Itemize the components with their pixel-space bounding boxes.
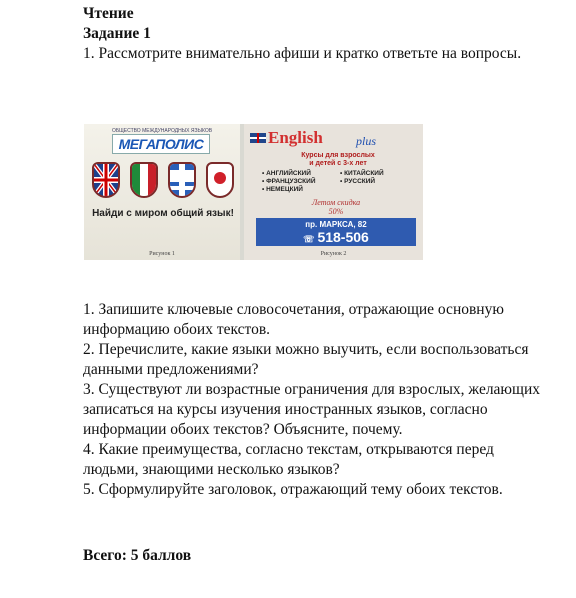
poster-english-plus [244, 124, 423, 260]
poster2-contact-box [256, 218, 416, 246]
uk-flag-icon [250, 133, 266, 143]
question-item: 3. Существуют ли возрастные ограничения для взрослых, желающих записаться на курсы изучения иностранных языков, согласно информации обоих текстов? Объясните, почему. [83, 381, 540, 438]
poster2-address: пр. МАРКСА, 82 [305, 220, 367, 229]
posters-image [84, 124, 423, 260]
promo-text: Летом скидка [311, 198, 361, 207]
language-item: • НЕМЕЦКИЙ [262, 186, 303, 193]
question-list [83, 300, 553, 500]
tongues-graphic [90, 162, 236, 202]
poster2-subtitle [258, 152, 418, 168]
language-item: • РУССКИЙ [340, 178, 376, 185]
poster1-top-text: ОБЩЕСТВО МЕЖДУНАРОДНЫХ ЯЗЫКОВ [111, 128, 213, 134]
poster-megapolis [84, 124, 240, 260]
poster1-caption: Рисунок 1 [149, 251, 175, 257]
poster2-title: English [268, 128, 323, 147]
language-item: • ФРАНЦУЗСКИЙ [262, 178, 316, 185]
megapolis-logo-text: МЕГАПОЛИС [118, 136, 204, 152]
language-item: • КИТАЙСКИЙ [340, 170, 384, 177]
greece-flag-icon [168, 162, 196, 198]
phone-icon: ☏ [303, 234, 315, 244]
english-plus-logo [248, 128, 420, 148]
poster2-title-suffix: plus [356, 134, 377, 148]
poster2-phone [256, 229, 416, 245]
italy-flag-icon [130, 162, 158, 198]
total-score: Всего: 5 баллов [83, 547, 192, 564]
poster2-language-list [262, 170, 418, 194]
question-item: 2. Перечислите, какие языки можно выучить, если воспользоваться данными предложениями? [83, 341, 529, 378]
poster2-caption: Рисунок 2 [320, 251, 347, 257]
poster2-promo [268, 198, 404, 216]
poster1-slogan: Найди с миром общий язык! [92, 208, 234, 219]
question-item: 1. Запишите ключевые словосочетания, отражающие основную информацию обоих текстов. [83, 301, 504, 338]
promo-discount: 50% [328, 207, 344, 216]
question-item: 4. Какие преимущества, согласно текстам, открываются перед людьми, знающими несколько языков? [83, 441, 494, 478]
union-jack-icon [92, 162, 120, 198]
question-item: 5. Сформулируйте заголовок, отражающий тему обоих текстов. [83, 481, 503, 498]
task-instruction: 1. Рассмотрите внимательно афиши и кратко ответьте на вопросы. [83, 45, 522, 62]
megapolis-logo [112, 134, 210, 154]
poster2-line2: и детей с 3-х лет [309, 160, 367, 167]
section-heading: Чтение [83, 5, 134, 22]
task-title: Задание 1 [83, 25, 151, 42]
poster2-line1: Курсы для взрослых [301, 152, 375, 159]
japan-flag-icon [206, 162, 234, 198]
phone-number: 518-506 [317, 229, 369, 245]
language-item: • АНГЛИЙСКИЙ [262, 170, 311, 177]
